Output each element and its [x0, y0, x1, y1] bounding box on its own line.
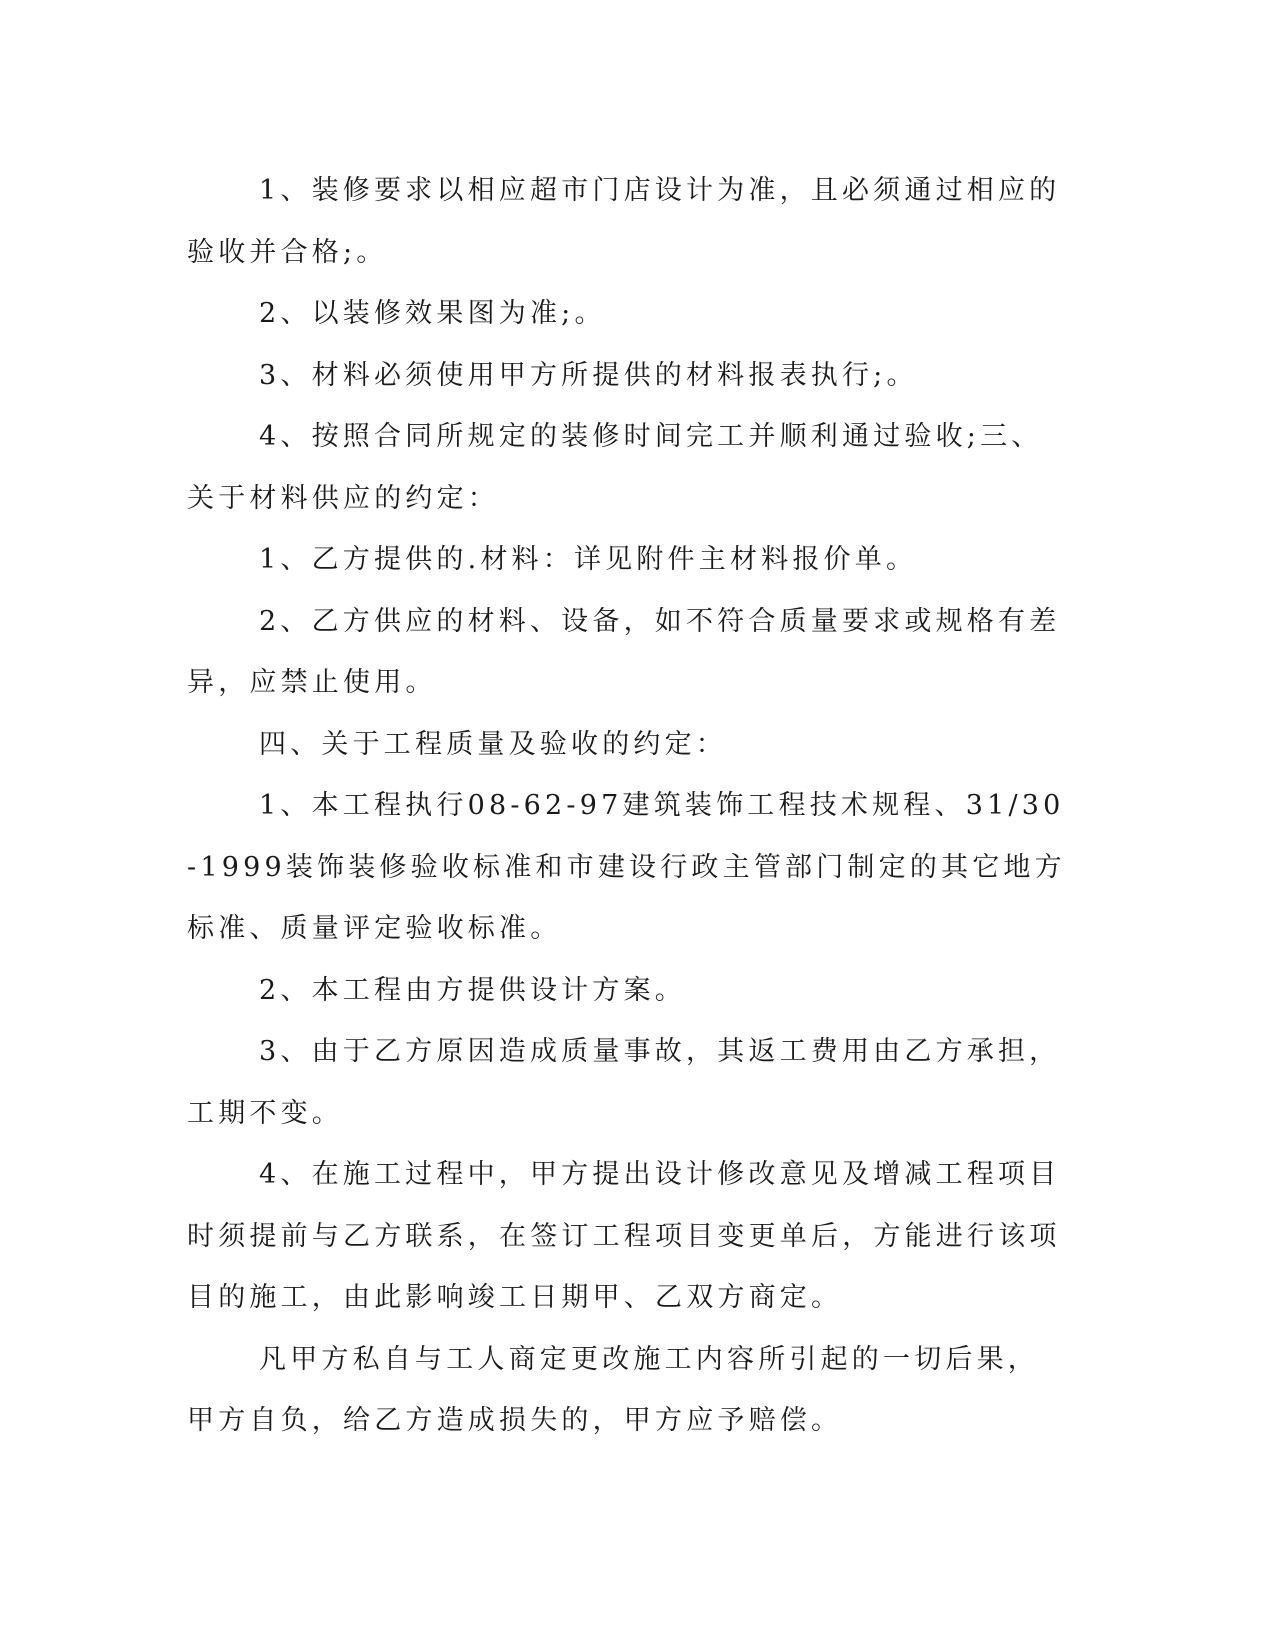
paragraph-decoration-requirement: 1、装修要求以相应超市门店设计为准，且必须通过相应的验收并合格;。: [187, 175, 1061, 268]
paragraph-material-report: 3、材料必须使用甲方所提供的材料报表执行;。: [259, 359, 918, 391]
paragraph-quality-accident: 3、由于乙方原因造成质量事故，其返工费用由乙方承担，工期不变。: [187, 1036, 1061, 1129]
paragraph-design-plan: 2、本工程由方提供设计方案。: [259, 974, 686, 1006]
paragraph-unauthorized-changes: 凡甲方私自与工人商定更改施工内容所引起的一切后果，甲方自负，给乙方造成损失的，甲方应予赔偿。: [187, 1343, 1039, 1436]
section-heading-quality-acceptance: 四、关于工程质量及验收的约定：: [259, 728, 727, 760]
paragraph-material-quality: 2、乙方供应的材料、设备，如不符合质量要求或规格有差异，应禁止使用。: [187, 605, 1061, 698]
paragraph-party-b-materials: 1、乙方提供的.材料：详见附件主材料报价单。: [259, 544, 918, 575]
paragraph-technical-standards: 1、本工程执行08-62-97建筑装饰工程技术规程、31/30-1999装饰装修验收标准和市建设行政主管部门制定的其它地方标准、质量评定验收标准。: [187, 790, 1066, 944]
paragraph-completion-time: 4、按照合同所规定的装修时间完工并顺利通过验收;三、关于材料供应的约定：: [187, 421, 1043, 514]
paragraph-rendering-standard: 2、以装修效果图为准;。: [259, 298, 606, 329]
document-body: [187, 160, 1067, 1452]
paragraph-design-changes: 4、在施工过程中，甲方提出设计修改意见及增减工程项目时须提前与乙方联系，在签订工程项目变更单后，方能进行该项目的施工，由此影响竣工日期甲、乙双方商定。: [187, 1159, 1061, 1313]
